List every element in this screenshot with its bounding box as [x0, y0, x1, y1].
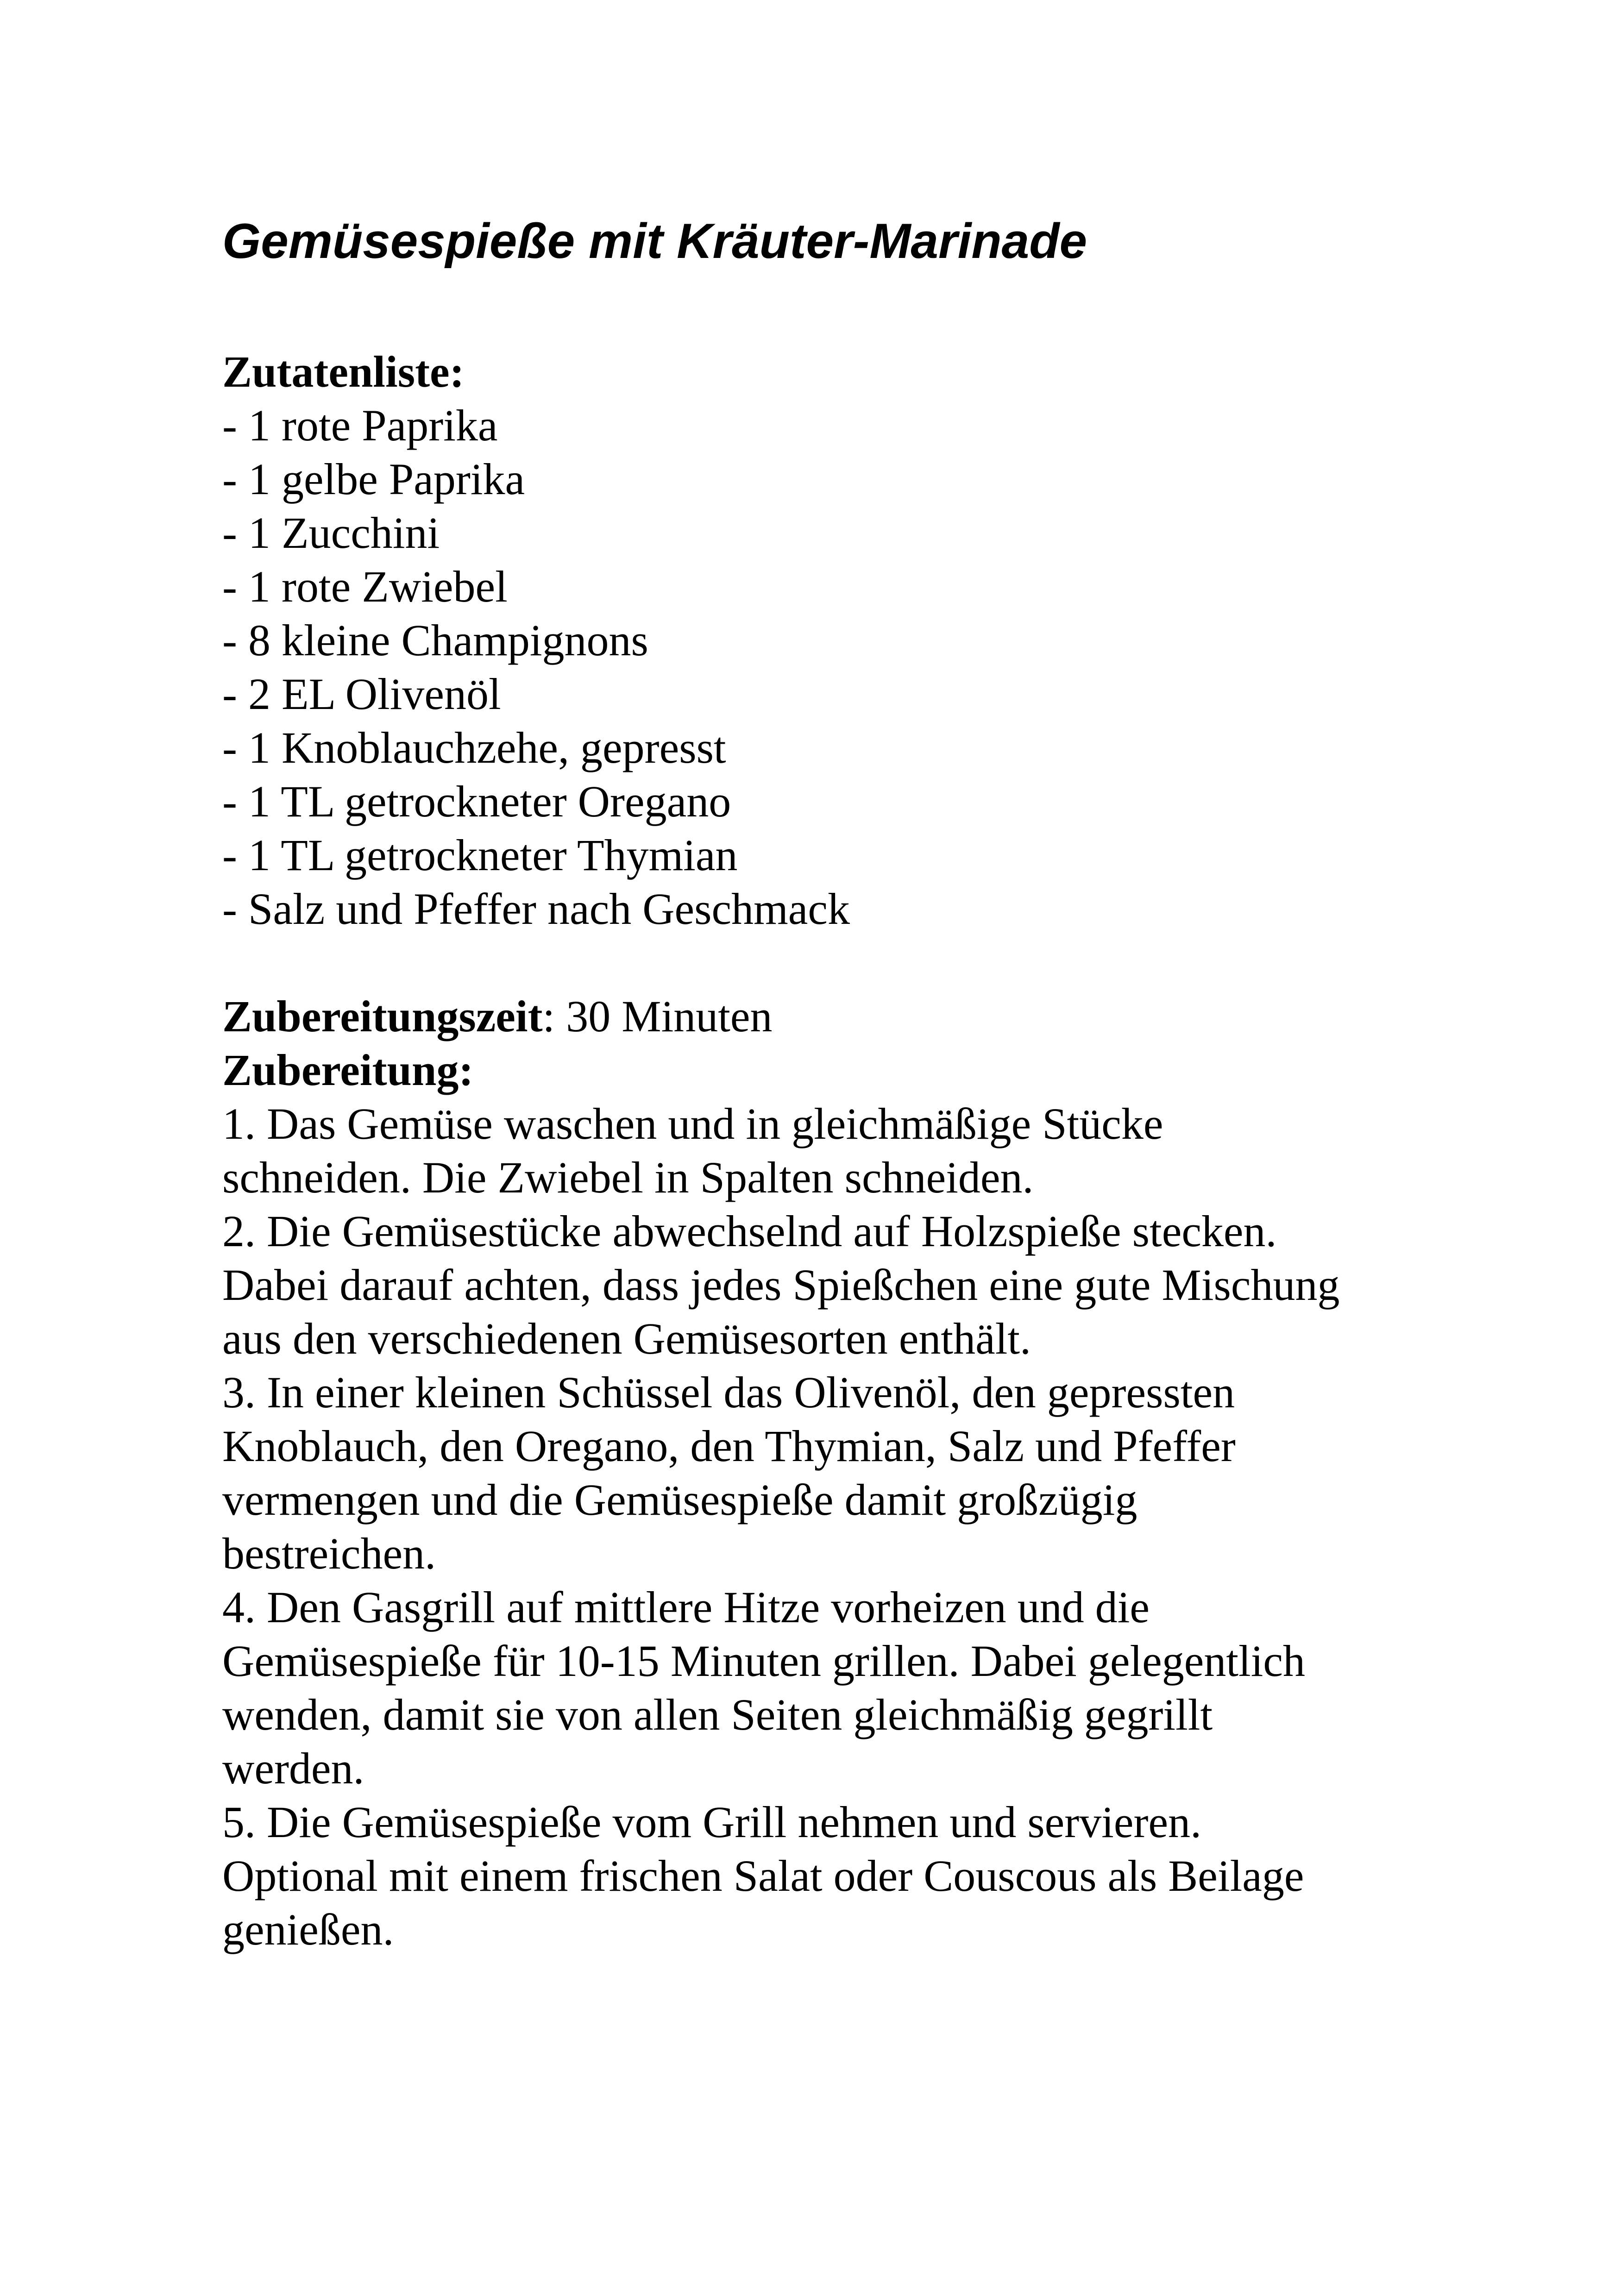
step-line: werden.: [222, 1744, 364, 1793]
preparation-heading: Zubereitung:: [222, 1045, 474, 1095]
step-item: [222, 1366, 1473, 1581]
ingredient-item: - 1 TL getrockneter Thymian: [222, 830, 738, 880]
step-line: aus den verschiedenen Gemüsesorten enthält.: [222, 1314, 1031, 1363]
step-line: Knoblauch, den Oregano, den Thymian, Salz und Pfeffer: [222, 1421, 1236, 1471]
ingredient-item: - 1 TL getrockneter Oregano: [222, 777, 731, 826]
step-line: 4. Den Gasgrill auf mittlere Hitze vorheizen und die: [222, 1582, 1150, 1632]
prep-time-value: : 30 Minuten: [542, 991, 773, 1041]
step-line: Optional mit einem frischen Salat oder Couscous als Beilage: [222, 1851, 1304, 1901]
prep-time-label: Zubereitungszeit: [222, 991, 543, 1041]
step-item: [222, 1795, 1473, 1957]
ingredient-item: - 1 rote Zwiebel: [222, 562, 508, 611]
step-line: 2. Die Gemüsestücke abwechselnd auf Holzspieße stecken.: [222, 1206, 1277, 1256]
step-line: vermengen und die Gemüsespieße damit großzügig: [222, 1475, 1137, 1524]
ingredient-item: - 1 rote Paprika: [222, 401, 498, 450]
ingredient-item: - 8 kleine Champignons: [222, 615, 648, 665]
step-line: 1. Das Gemüse waschen und in gleichmäßige Stücke: [222, 1099, 1163, 1148]
prep-time-line: [222, 990, 1473, 1043]
step-line: 3. In einer kleinen Schüssel das Olivenöl, den gepressten: [222, 1368, 1235, 1417]
ingredient-item: - Salz und Pfeffer nach Geschmack: [222, 884, 850, 934]
ingredient-list: [222, 399, 1473, 936]
step-line: wenden, damit sie von allen Seiten gleichmäßig gegrillt: [222, 1690, 1213, 1739]
ingredient-item: - 1 Zucchini: [222, 508, 440, 558]
recipe-title: Gemüsespieße mit Kräuter-Marinade: [222, 213, 1087, 269]
step-item: [222, 1204, 1473, 1366]
step-line: genießen.: [222, 1905, 394, 1954]
step-item: [222, 1097, 1473, 1204]
step-item: [222, 1581, 1473, 1795]
step-line: schneiden. Die Zwiebel in Spalten schneiden.: [222, 1153, 1034, 1202]
ingredient-item: - 2 EL Olivenöl: [222, 669, 501, 719]
ingredients-heading: Zutatenliste:: [222, 347, 465, 396]
ingredient-item: - 1 gelbe Paprika: [222, 454, 525, 504]
step-line: Dabei darauf achten, dass jedes Spießchen eine gute Mischung: [222, 1260, 1340, 1310]
step-list: [222, 1097, 1473, 1957]
step-line: bestreichen.: [222, 1529, 436, 1578]
step-line: Gemüsespieße für 10-15 Minuten grillen. Dabei gelegentlich: [222, 1636, 1305, 1686]
step-line: 5. Die Gemüsespieße vom Grill nehmen und servieren.: [222, 1797, 1202, 1847]
ingredients-section: [222, 345, 1473, 936]
recipe-content: [222, 211, 1473, 1957]
ingredient-item: - 1 Knoblauchzehe, gepresst: [222, 723, 726, 772]
preparation-section: [222, 990, 1473, 1957]
